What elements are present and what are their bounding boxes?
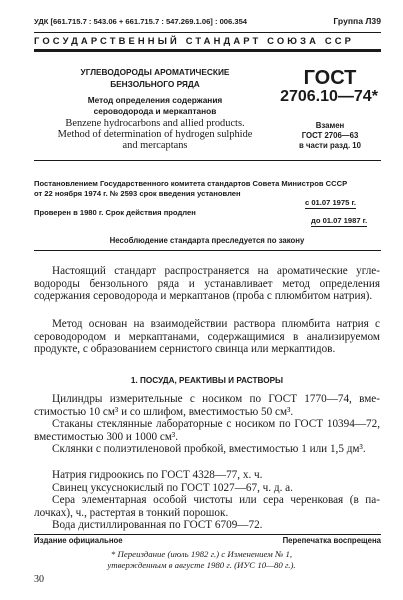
footer-rule xyxy=(34,534,381,535)
reagent-item-3: Склянки с полиэтиленовой пробкой, вместимостью 1 или 1,5 дм³. xyxy=(52,443,366,455)
method-line2: сероводорода и меркаптанов xyxy=(93,106,217,116)
decree-line1: Постановлением Государственного комитета стандартов Совета Министров СССР xyxy=(34,179,348,188)
title-ru-line1: УГЛЕВОДОРОДЫ АРОМАТИЧЕСКИЕ xyxy=(80,67,230,77)
header-rule-bottom xyxy=(34,49,381,52)
title-en-line2: Method of determination of hydrogen sulphide xyxy=(57,129,253,140)
intro-paragraph-1: Настоящий стандарт распространяется на ароматические углеводороды бензольного ряда и устанавливает метод определения содержания сероводорода и меркаптанов (проба с плюмбитом натрия). xyxy=(34,265,380,302)
header-rule-top xyxy=(34,32,381,33)
extended-date: до 01.07 1987 г. xyxy=(311,216,368,225)
reagent-item-7: Вода дистиллированная по ГОСТ 6709—72. xyxy=(52,519,263,531)
reagent-item-5: Свинец уксуснокислый по ГОСТ 1027—67, ч. д. а. xyxy=(52,482,293,494)
reagent-item-6: Сера элементарная особой чистоты или сера черенковая (в палочках), ч., растертая в тонкий порошок. xyxy=(34,494,380,519)
gost-label: ГОСТ xyxy=(303,67,357,89)
gost-number: 2706.10—74* xyxy=(280,88,378,105)
group-label: Группа Л39 xyxy=(333,16,381,26)
udc-code: УДК [661.715.7 : 543.06 + 661.715.7 : 547.269.1.06] : 006.354 xyxy=(34,17,248,26)
reissue-note-line2: утвержденным в августе 1980 г. (ИУС 10—80 г.). xyxy=(107,560,296,570)
reagent-item-2: Стаканы стеклянные лабораторные с носиком по ГОСТ 10394—72, вместимостью 300 и 1000 см³. xyxy=(34,418,380,443)
official-edition: Издание официальное xyxy=(34,536,123,545)
decree-line3: Проверен в 1980 г. Срок действия продлен xyxy=(34,208,196,217)
decree-line2: от 22 ноября 1974 г. № 2593 срок введения установлен xyxy=(34,189,241,198)
title-en-line3: and mercaptans xyxy=(122,140,188,151)
page-number: 30 xyxy=(34,574,44,585)
replaces-line2: ГОСТ 2706—63 xyxy=(301,131,359,140)
reagent-item-4: Натрия гидроокись по ГОСТ 4328—77, х. ч. xyxy=(52,469,263,481)
reagent-item-1: Цилиндры измерительные с носиком по ГОСТ 1770—74, вместимостью 10 см³ и со шлифом, вместимостью 50 см³. xyxy=(34,393,380,418)
title-en-line1: Benzene hydrocarbons and allied products. xyxy=(65,118,245,129)
decree-rule xyxy=(34,250,381,251)
replaces-line3: в части разд. 10 xyxy=(299,141,361,150)
replaces-line1: Взамен xyxy=(315,121,345,130)
section-1-heading: 1. ПОСУДА, РЕАКТИВЫ И РАСТВОРЫ xyxy=(130,376,284,385)
reprint-prohibited: Перепечатка воспрещена xyxy=(282,536,381,545)
title-block-rule xyxy=(34,160,381,161)
intro-paragraph-2: Метод основан на взаимодействии раствора плюмбита натрия с сероводородом и меркаптанами, содержащимися в анализируемом продукте, с образованием сернистого свинца или меркаптидов. xyxy=(34,318,380,355)
method-line1: Метод определения содержания xyxy=(87,95,223,105)
law-warning: Несоблюдение стандарта преследуется по закону xyxy=(109,236,305,245)
title-ru-line2: БЕНЗОЛЬНОГО РЯДА xyxy=(110,79,200,89)
state-standard-banner: ГОСУДАРСТВЕННЫЙ СТАНДАРТ СОЮЗА ССР xyxy=(34,35,355,46)
reissue-note-line1: * Переиздание (июль 1982 г.) с Изменением № 1, xyxy=(110,549,293,559)
effective-date: с 01.07 1975 г. xyxy=(305,198,356,207)
